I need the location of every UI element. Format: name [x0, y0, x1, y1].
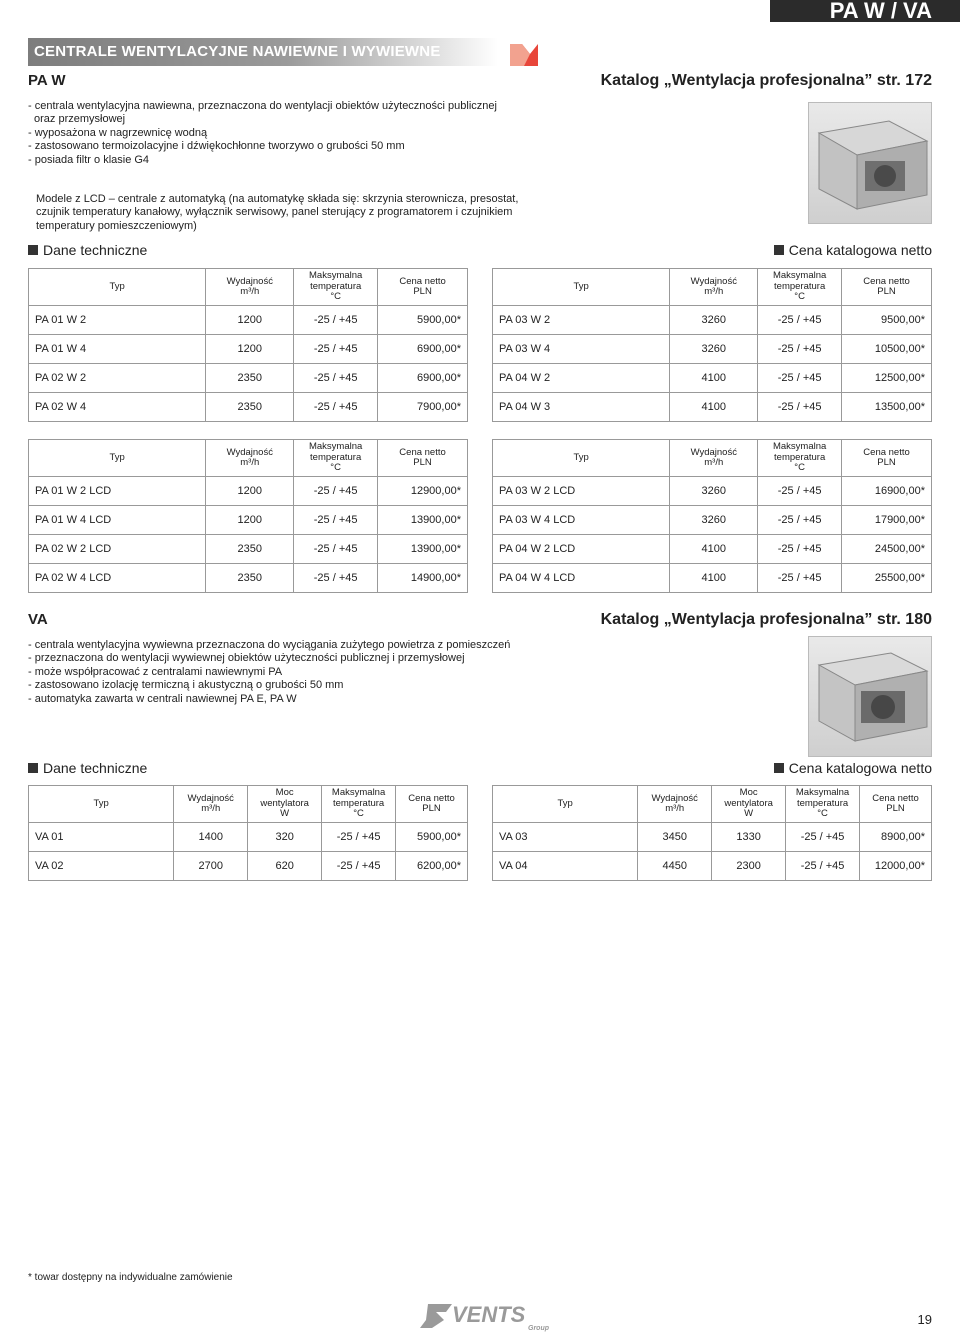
col-cena-cell: 24500,00* [842, 535, 932, 564]
page-tag: PA W / VA [770, 0, 960, 22]
col-cena-header [378, 440, 468, 477]
header-line: m³/h [240, 286, 260, 297]
col-temperatura-header [786, 786, 860, 823]
col-temperatura-cell: -25 / +45 [758, 335, 842, 364]
va-title: VA [28, 611, 48, 628]
col-wydajnosc-cell: 4100 [670, 364, 758, 393]
col-wydajnosc-cell: 1200 [206, 335, 294, 364]
header-line: Wydajność [187, 792, 234, 804]
header-line: PLN [422, 803, 441, 814]
header-line: °C [330, 462, 341, 474]
col-wydajnosc-cell: 4100 [670, 393, 758, 422]
table-row [29, 506, 468, 535]
va-price-heading: Cena katalogowa netto [774, 760, 932, 776]
header-line: wentylatora [260, 797, 309, 809]
pa-table-2-right [492, 439, 932, 593]
header-line: °C [794, 462, 805, 474]
pa-bullet: - centrala wentylacyjna nawiewna, przeznaczona do wentylacji obiektów użyteczności publicznej [28, 100, 497, 112]
col-wydajnosc-header [206, 440, 294, 477]
va-table-right [492, 785, 932, 881]
header-line: m³/h [665, 803, 685, 814]
header-line: Moc [275, 787, 294, 799]
header-line: Wydajność [226, 275, 273, 287]
pa-unit-image [809, 103, 931, 223]
col-wydajnosc-header [206, 269, 294, 306]
table-row [29, 564, 468, 593]
table-row [493, 506, 932, 535]
pa-product-photo [808, 102, 932, 224]
col-temperatura-cell: -25 / +45 [322, 852, 396, 881]
col-temperatura-cell: -25 / +45 [294, 564, 378, 593]
table-row [29, 852, 468, 881]
table-row [493, 335, 932, 364]
table-header-row [493, 440, 932, 477]
pa-table-1-left [28, 268, 468, 422]
col-cena-header [860, 786, 932, 823]
col-cena-cell: 9500,00* [842, 306, 932, 335]
col-wydajnosc-header [670, 440, 758, 477]
header-line: Typ [109, 451, 125, 463]
header-line: °C [353, 808, 364, 820]
header-line: PLN [886, 803, 905, 814]
square-bullet-icon [28, 763, 38, 773]
pa-table-1-right [492, 268, 932, 422]
table-row [29, 393, 468, 422]
col-typ-cell: PA 03 W 2 [493, 306, 670, 335]
col-cena-cell: 12500,00* [842, 364, 932, 393]
header-line: m³/h [201, 803, 221, 814]
table-row [29, 335, 468, 364]
header-line: Cena netto [399, 446, 446, 458]
col-typ-header [29, 440, 206, 477]
header-line: PLN [877, 457, 896, 468]
header-line: Maksymalna [772, 270, 827, 282]
vents-logo-icon [418, 1298, 558, 1332]
table-row [29, 535, 468, 564]
va-unit-image [809, 637, 931, 756]
pa-table-2-left [28, 439, 468, 593]
col-cena-cell: 13500,00* [842, 393, 932, 422]
va-bullet: - zastosowano izolację termiczną i akustyczną o grubości 50 mm [28, 679, 344, 692]
col-temperatura-cell: -25 / +45 [322, 823, 396, 852]
col-typ-cell: PA 01 W 4 LCD [29, 506, 206, 535]
col-wydajnosc-cell: 2350 [206, 364, 294, 393]
lcd-note-line: temperatury pomieszczeniowym) [36, 219, 197, 232]
page-number: 19 [917, 1312, 932, 1327]
col-cena-cell: 12900,00* [378, 477, 468, 506]
col-typ-header [493, 786, 638, 823]
table-row [493, 393, 932, 422]
pa-bullet: - wyposażona w nagrzewnicę wodną [28, 126, 208, 139]
col-temperatura-cell: -25 / +45 [786, 823, 860, 852]
pa-price-heading: Cena katalogowa netto [774, 242, 932, 258]
header-line: Wydajność [651, 792, 698, 804]
col-temperatura-cell: -25 / +45 [758, 306, 842, 335]
header-line: Typ [109, 280, 125, 292]
header-line: PLN [877, 286, 896, 297]
col-cena-cell: 8900,00* [860, 823, 932, 852]
col-temperatura-header [294, 269, 378, 306]
header-line: W [280, 808, 290, 820]
col-temperatura-cell: -25 / +45 [758, 506, 842, 535]
va-bullet: - może współpracować z centralami nawiewnymi PA [28, 665, 283, 678]
pa-catalog-ref: Katalog „Wentylacja profesjonalna” str. 172 [600, 72, 932, 89]
table-row [29, 364, 468, 393]
col-typ-cell: PA 02 W 2 [29, 364, 206, 393]
col-typ-cell: PA 01 W 2 [29, 306, 206, 335]
header-line: Maksymalna [772, 441, 827, 453]
header-line: temperatura [774, 280, 826, 292]
col-cena-cell: 14900,00* [378, 564, 468, 593]
col-typ-cell: VA 03 [493, 823, 638, 852]
col-wydajnosc-cell: 3450 [638, 823, 712, 852]
col-wydajnosc-cell: 2350 [206, 393, 294, 422]
col-wydajnosc-header [670, 269, 758, 306]
header-line: Cena netto [863, 275, 910, 287]
col-cena-cell: 6200,00* [396, 852, 468, 881]
logo-sub: Group [528, 1325, 549, 1332]
pa-title: PA W [28, 72, 66, 89]
lcd-note-line: Modele z LCD – centrale z automatyką (na automatykę składa się: skrzynia sterownicza, presostat, [36, 193, 519, 205]
table-header-row [29, 786, 468, 823]
col-typ-cell: PA 03 W 4 [493, 335, 670, 364]
col-typ-header [493, 440, 670, 477]
header-line: Wydajność [690, 446, 737, 458]
col-cena-cell: 7900,00* [378, 393, 468, 422]
header-line: Maksymalna [795, 787, 850, 799]
col-moc-cell: 320 [248, 823, 322, 852]
col-temperatura-cell: -25 / +45 [758, 535, 842, 564]
header-line: °C [794, 291, 805, 303]
col-temperatura-cell: -25 / +45 [294, 335, 378, 364]
table-header-row [29, 269, 468, 306]
header-line: Typ [557, 797, 573, 809]
col-temperatura-cell: -25 / +45 [294, 535, 378, 564]
header-line: temperatura [774, 451, 826, 463]
col-temperatura-cell: -25 / +45 [758, 393, 842, 422]
col-typ-cell: VA 01 [29, 823, 174, 852]
table-row [493, 564, 932, 593]
header-line: °C [330, 291, 342, 303]
header-line: temperatura [310, 280, 362, 292]
col-typ-cell: PA 04 W 4 LCD [493, 564, 670, 593]
header-line: Cena netto [408, 792, 455, 804]
header-line: m³/h [240, 457, 260, 468]
header-line: Typ [573, 451, 589, 463]
header-line: Typ [93, 797, 109, 809]
header-line: wentylatora [724, 797, 773, 809]
col-cena-cell: 6900,00* [378, 335, 468, 364]
header-line: temperatura [332, 797, 385, 809]
header-line: Cena netto [863, 446, 910, 458]
col-wydajnosc-cell: 3260 [670, 506, 758, 535]
col-temperatura-cell: -25 / +45 [294, 393, 378, 422]
pa-tech-heading: Dane techniczne [28, 242, 147, 258]
header-line: Cena netto [872, 792, 919, 804]
col-typ-cell: PA 04 W 3 [493, 393, 670, 422]
header-line: temperatura [796, 797, 849, 809]
col-temperatura-cell: -25 / +45 [758, 364, 842, 393]
square-bullet-icon [774, 245, 784, 255]
pa-bullet: - zastosowano termoizolacyjne i dźwiękochłonne tworzywo o grubości 50 mm [28, 140, 405, 153]
table-header-row [29, 440, 468, 477]
header-line: Wydajność [690, 275, 737, 287]
col-wydajnosc-cell: 3260 [670, 477, 758, 506]
col-cena-cell: 17900,00* [842, 506, 932, 535]
header-line: Typ [573, 280, 589, 292]
footnote: * towar dostępny na indywidualne zamówienie [28, 1272, 233, 1283]
square-bullet-icon [774, 763, 784, 773]
header-line: W [744, 808, 754, 820]
pa-bullet: oraz przemysłowej [34, 113, 126, 126]
table-row [493, 535, 932, 564]
col-wydajnosc-cell: 4100 [670, 535, 758, 564]
col-wydajnosc-cell: 3260 [670, 335, 758, 364]
header-line: Maksymalna [331, 787, 386, 799]
col-cena-cell: 16900,00* [842, 477, 932, 506]
col-wydajnosc-cell: 2350 [206, 535, 294, 564]
col-wydajnosc-cell: 1200 [206, 306, 294, 335]
col-cena-cell: 5900,00* [378, 306, 468, 335]
header-line: m³/h [704, 457, 724, 468]
table-row [493, 852, 932, 881]
col-typ-cell: PA 03 W 4 LCD [493, 506, 670, 535]
va-bullet: - centrala wentylacyjna wywiewna przeznaczona do wyciągania zużytego powietrza z pomieszczeń [28, 639, 511, 651]
col-moc-cell: 2300 [712, 852, 786, 881]
col-wydajnosc-header [638, 786, 712, 823]
col-wydajnosc-cell: 1400 [174, 823, 248, 852]
col-moc-header [248, 786, 322, 823]
col-moc-cell: 620 [248, 852, 322, 881]
col-temperatura-header [758, 269, 842, 306]
table-row [493, 364, 932, 393]
va-product-photo [808, 636, 932, 757]
col-wydajnosc-header [174, 786, 248, 823]
lcd-note-line: czujnik temperatury kanałowy, wyłącznik serwisowy, panel sterujący z programatorem i czujnikiem [36, 206, 513, 219]
col-cena-cell: 25500,00* [842, 564, 932, 593]
col-cena-header [842, 440, 932, 477]
pa-lcd-note [36, 193, 518, 233]
col-cena-header [396, 786, 468, 823]
col-typ-cell: PA 01 W 4 [29, 335, 206, 364]
col-typ-cell: PA 04 W 2 [493, 364, 670, 393]
header-line: Cena netto [399, 275, 446, 287]
header-line: Maksymalna [309, 270, 363, 282]
col-typ-header [493, 269, 670, 306]
col-temperatura-cell: -25 / +45 [294, 306, 378, 335]
col-cena-cell: 13900,00* [378, 506, 468, 535]
table-row [493, 823, 932, 852]
square-bullet-icon [28, 245, 38, 255]
col-temperatura-cell: -25 / +45 [294, 477, 378, 506]
table-row [493, 477, 932, 506]
col-temperatura-header [294, 440, 378, 477]
col-temperatura-cell: -25 / +45 [758, 564, 842, 593]
pa-bullets [28, 100, 497, 167]
col-wydajnosc-cell: 1200 [206, 506, 294, 535]
table-row [29, 306, 468, 335]
header-line: Maksymalna [308, 441, 363, 453]
col-typ-cell: PA 01 W 2 LCD [29, 477, 206, 506]
va-catalog-ref: Katalog „Wentylacja profesjonalna” str. 180 [600, 611, 932, 628]
col-wydajnosc-cell: 4100 [670, 564, 758, 593]
col-cena-cell: 10500,00* [842, 335, 932, 364]
table-row [29, 477, 468, 506]
col-cena-cell: 5900,00* [396, 823, 468, 852]
table-row [29, 823, 468, 852]
header-line: °C [817, 808, 828, 820]
col-moc-cell: 1330 [712, 823, 786, 852]
logo-mark-icon [508, 40, 540, 68]
col-cena-cell: 6900,00* [378, 364, 468, 393]
col-temperatura-header [322, 786, 396, 823]
col-moc-header [712, 786, 786, 823]
table-header-row [493, 786, 932, 823]
col-wydajnosc-cell: 4450 [638, 852, 712, 881]
col-cena-header [842, 269, 932, 306]
logo-text: VENTS [452, 1302, 526, 1327]
header-line: Wydajność [226, 446, 273, 458]
col-typ-cell: VA 02 [29, 852, 174, 881]
header-line: PLN [413, 286, 432, 297]
vents-logo [418, 1298, 558, 1332]
col-cena-header [378, 269, 468, 306]
table-header-row [493, 269, 932, 306]
va-bullet: - przeznaczona do wentylacji wywiewnej obiektów użyteczności publicznej i przemysłowej [28, 652, 465, 665]
va-bullets [28, 639, 510, 706]
col-typ-header [29, 786, 174, 823]
pa-bullet: - posiada filtr o klasie G4 [28, 153, 150, 166]
table-row [493, 306, 932, 335]
header-line: m³/h [704, 286, 724, 297]
section-banner: CENTRALE WENTYLACYJNE NAWIEWNE I WYWIEWNE [28, 38, 498, 66]
col-temperatura-cell: -25 / +45 [294, 364, 378, 393]
col-wydajnosc-cell: 3260 [670, 306, 758, 335]
col-typ-cell: VA 04 [493, 852, 638, 881]
col-cena-cell: 13900,00* [378, 535, 468, 564]
col-temperatura-cell: -25 / +45 [294, 506, 378, 535]
col-wydajnosc-cell: 2350 [206, 564, 294, 593]
col-typ-cell: PA 02 W 4 LCD [29, 564, 206, 593]
va-tech-heading: Dane techniczne [28, 760, 147, 776]
col-temperatura-cell: -25 / +45 [758, 477, 842, 506]
col-typ-cell: PA 02 W 4 [29, 393, 206, 422]
header-line: PLN [413, 457, 432, 468]
col-cena-cell: 12000,00* [860, 852, 932, 881]
va-bullet: - automatyka zawarta w centrali nawiewnej PA E, PA W [28, 692, 297, 705]
header-line: Moc [739, 787, 758, 799]
col-typ-cell: PA 03 W 2 LCD [493, 477, 670, 506]
col-wydajnosc-cell: 2700 [174, 852, 248, 881]
col-temperatura-cell: -25 / +45 [786, 852, 860, 881]
va-table-left [28, 785, 468, 881]
col-wydajnosc-cell: 1200 [206, 477, 294, 506]
col-temperatura-header [758, 440, 842, 477]
col-typ-cell: PA 02 W 2 LCD [29, 535, 206, 564]
header-line: temperatura [310, 451, 362, 463]
col-typ-cell: PA 04 W 2 LCD [493, 535, 670, 564]
col-typ-header [29, 269, 206, 306]
